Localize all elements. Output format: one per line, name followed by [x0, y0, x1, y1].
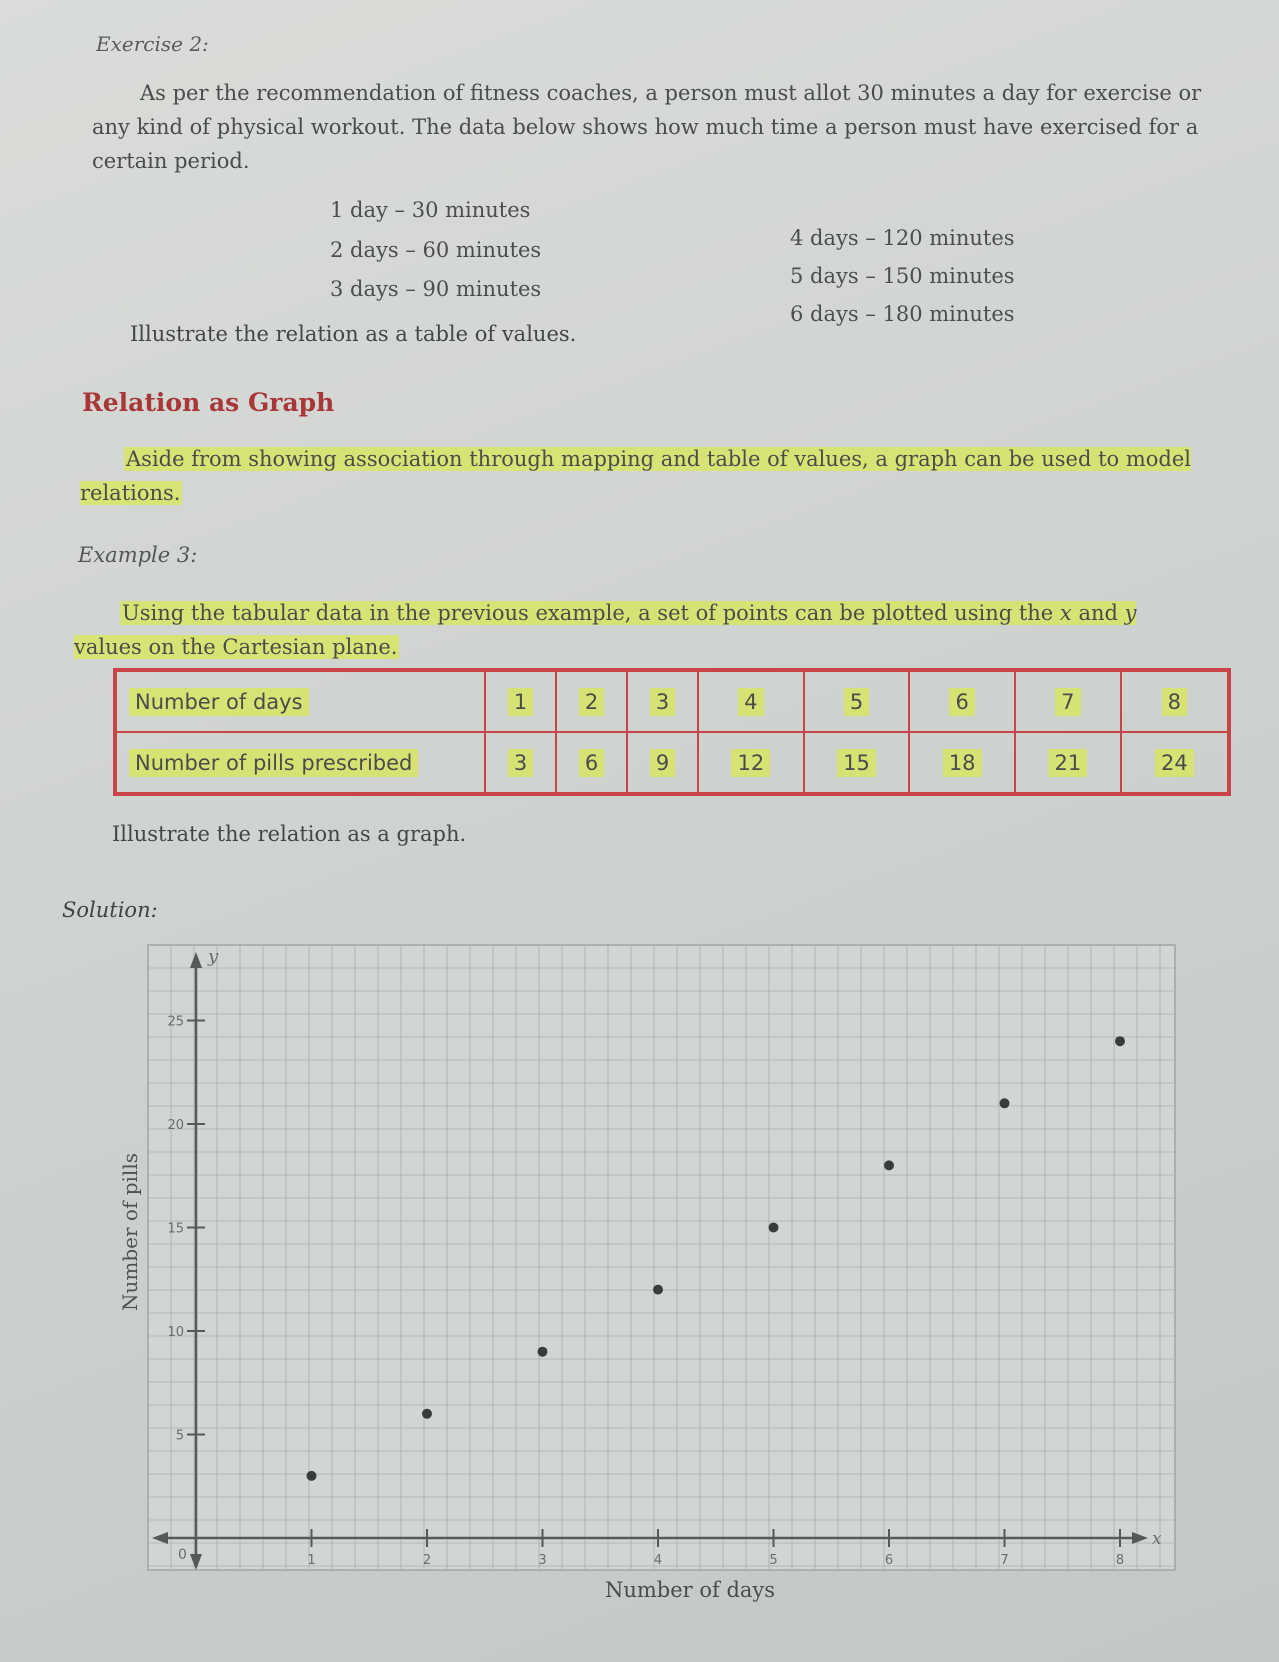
table-cell: 3	[485, 732, 556, 794]
exercise-paragraph: As per the recommendation of fitness coaches, a person must allot 30 minutes a day for exercise or any kind of physical workout. The data below shows how much time a person must have exercised for a certain period.	[92, 81, 1202, 173]
y-axis-variable: y	[208, 946, 219, 967]
list-item: 2 days – 60 minutes	[330, 238, 542, 262]
table-cell: 8	[1121, 670, 1229, 732]
x-tick-label: 8	[1115, 1553, 1125, 1568]
y-tick-label: 5	[175, 1428, 184, 1444]
row-header-days: Number of days	[115, 670, 485, 732]
table-cell: 7	[1015, 670, 1121, 732]
y-tick-label: 25	[167, 1014, 184, 1030]
data-point	[307, 1471, 317, 1481]
list-item: 3 days – 90 minutes	[330, 277, 542, 301]
y-tick-label: 20	[167, 1118, 184, 1133]
table-cell: 12	[698, 732, 804, 794]
exercise-title: Exercise 2:	[96, 32, 209, 56]
example-text-part2: and	[1071, 601, 1125, 625]
example-text-part1: Using the tabular data in the previous example, a set of points can be plotted using the	[122, 601, 1060, 625]
x-axis-title: Number of days	[604, 1578, 776, 1602]
table-cell: 6	[909, 670, 1015, 732]
table-cell: 6	[556, 732, 627, 794]
table-cell: 15	[804, 732, 910, 794]
data-point	[653, 1285, 663, 1295]
data-point	[538, 1347, 548, 1357]
y-axis-title: Number of pills	[118, 1153, 142, 1311]
list-item: 6 days – 180 minutes	[790, 302, 1015, 326]
data-point	[769, 1223, 779, 1233]
origin-label: 0	[178, 1547, 187, 1563]
data-point	[422, 1409, 432, 1419]
data-point	[884, 1160, 894, 1170]
y-tick-label: 15	[167, 1221, 184, 1237]
x-axis-variable: x	[1152, 1529, 1162, 1549]
highlighted-text: Aside from showing association through mapping and table of values, a graph can be used to model relations.	[80, 447, 1192, 505]
section-title: Relation as Graph	[82, 388, 335, 417]
table-cell: 4	[698, 670, 804, 732]
table-cell: 24	[1121, 732, 1229, 794]
x-tick-label: 4	[653, 1553, 663, 1568]
table-cell: 5	[804, 670, 910, 732]
list-item: 5 days – 150 minutes	[790, 264, 1015, 288]
data-point	[1115, 1036, 1125, 1046]
y-variable: y	[1124, 601, 1137, 625]
row-header-pills: Number of pills prescribed	[115, 732, 485, 794]
x-variable: x	[1059, 601, 1072, 625]
exercise-instruction: Illustrate the relation as a table of values.	[130, 322, 577, 346]
example-instruction: Illustrate the relation as a graph.	[112, 822, 467, 846]
example-title: Example 3:	[78, 543, 198, 567]
grid-background	[148, 945, 1175, 1570]
example-text-part3: values on the Cartesian plane.	[74, 635, 398, 659]
x-tick-label: 2	[422, 1553, 432, 1568]
x-tick-label: 5	[769, 1553, 778, 1568]
table-cell: 1	[485, 670, 556, 732]
x-tick-label: 1	[307, 1553, 316, 1568]
y-tick-label: 10	[167, 1325, 184, 1340]
list-item: 1 day – 30 minutes	[330, 198, 531, 222]
x-tick-label: 3	[538, 1553, 547, 1568]
solution-label: Solution:	[62, 898, 158, 922]
table-cell: 18	[909, 732, 1015, 794]
table-cell: 3	[627, 670, 698, 732]
x-tick-label: 6	[884, 1553, 894, 1568]
table-cell: 21	[1015, 732, 1121, 794]
table-cell: 2	[556, 670, 627, 732]
x-tick-label: 7	[1000, 1553, 1009, 1568]
data-point	[1000, 1098, 1010, 1108]
list-item: 4 days – 120 minutes	[790, 226, 1015, 250]
table-cell: 9	[627, 732, 698, 794]
grid	[148, 945, 1175, 1570]
